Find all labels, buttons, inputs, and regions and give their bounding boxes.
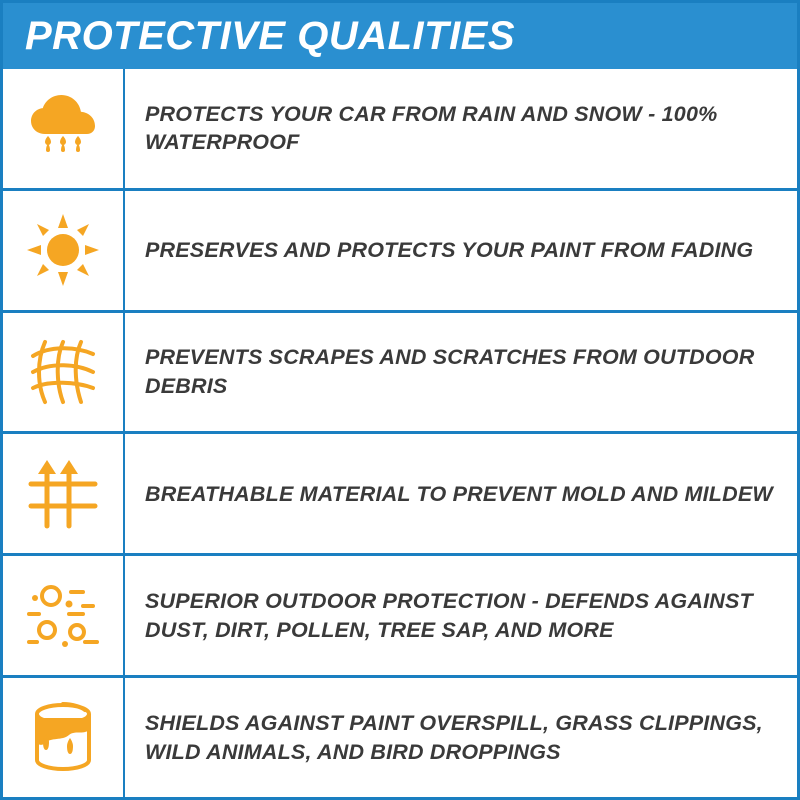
feature-row <box>3 553 797 675</box>
feature-icon-cell <box>3 313 123 432</box>
feature-icon-cell <box>3 556 123 675</box>
infographic-header <box>3 3 797 69</box>
feature-text-cell <box>125 709 797 766</box>
feature-text-cell <box>125 587 797 644</box>
feature-icon-cell <box>3 678 123 797</box>
feature-row <box>3 431 797 553</box>
feature-label: PROTECTS YOUR CAR FROM RAIN AND SNOW - 100% WATERPROOF <box>145 101 718 155</box>
feature-label: PREVENTS SCRAPES AND SCRATCHES FROM OUTDOOR DEBRIS <box>145 345 755 399</box>
feature-label: BREATHABLE MATERIAL TO PREVENT MOLD AND MILDEW <box>145 481 773 506</box>
feature-row <box>3 69 797 188</box>
feature-row <box>3 310 797 432</box>
feature-icon-cell <box>3 191 123 310</box>
dust-particles-icon <box>21 580 105 652</box>
sun-icon <box>23 210 103 290</box>
feature-label: SUPERIOR OUTDOOR PROTECTION - DEFENDS AGAINST DUST, DIRT, POLLEN, TREE SAP, AND MORE <box>145 589 753 642</box>
feature-text-cell <box>125 236 797 265</box>
feature-text-cell <box>125 480 797 509</box>
breathable-arrows-icon <box>25 456 101 532</box>
feature-row <box>3 188 797 310</box>
paint-can-icon <box>27 698 99 778</box>
feature-icon-cell <box>3 434 123 553</box>
feature-label: SHIELDS AGAINST PAINT OVERSPILL, GRASS CLIPPINGS, WILD ANIMALS, AND BIRD DROPPINGS <box>145 710 763 764</box>
page-title: PROTECTIVE QUALITIES <box>25 14 516 58</box>
feature-text-cell <box>125 100 797 157</box>
rain-cloud-icon <box>23 92 103 164</box>
feature-icon-cell <box>3 69 123 188</box>
scratch-mesh-icon <box>25 334 101 410</box>
feature-row <box>3 675 797 797</box>
feature-label: PRESERVES AND PROTECTS YOUR PAINT FROM FADING <box>145 237 754 262</box>
feature-list <box>3 69 797 797</box>
feature-text-cell <box>125 343 797 400</box>
